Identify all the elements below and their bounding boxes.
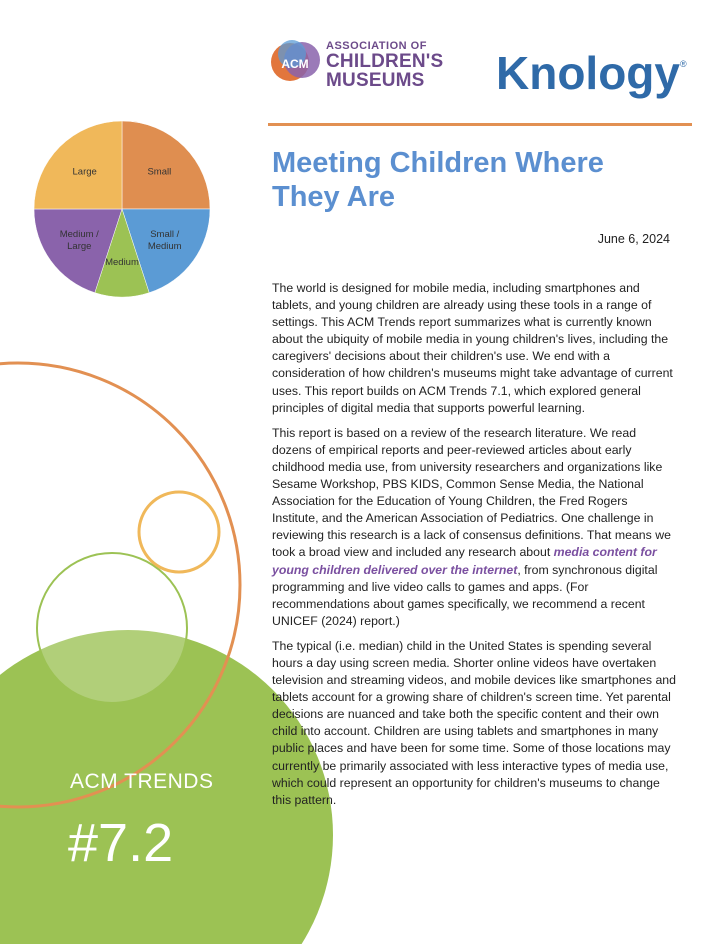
pie-slice-large (34, 121, 122, 209)
acm-logo-line1: ASSOCIATION OF (326, 40, 427, 52)
acm-logo-line2: CHILDREN'S (326, 51, 444, 72)
acm-logo-mark (270, 38, 322, 90)
registered-mark: ® (679, 59, 687, 69)
pie-label: Medium (105, 256, 139, 268)
report-date: June 6, 2024 (597, 232, 670, 246)
acm-abbr: ACM (281, 57, 309, 71)
pie-label: Medium / Large (59, 229, 99, 253)
page-title: Meeting Children Where They Are (272, 147, 604, 213)
paragraph-2-end: , from synchronous digital programming and live video calls to games and apps. (For recommendations about games specifically, we recommend a recent UNICEF (2024) report.) (272, 562, 658, 628)
acm-logo (270, 36, 460, 92)
body-text (272, 280, 676, 817)
pie-chart (34, 121, 210, 297)
trends-label: ACM TRENDS (70, 770, 214, 793)
header-divider (268, 123, 692, 126)
knology-logo (496, 34, 687, 103)
knology-logo-text: Knology (496, 47, 680, 99)
light-green-ring (37, 553, 187, 703)
pie-slice-small (122, 121, 210, 209)
paragraph-1: The world is designed for mobile media, including smartphones and tablets, and young children are already using these tools in a range of settings. This ACM Trends report summarizes what is currently known about the ubiquity of mobile media in young children's lives, including the caregivers' decisions about their children's use. We end with a consideration of how children's museums might take advantage of current uses. This report builds on ACM Trends 7.1, which explored general principles of digital media that supports powerful learning. (272, 281, 673, 415)
paragraph-2 (272, 425, 676, 630)
highlighted-phrase: media content for young children delivered over the internet (272, 545, 657, 577)
pie-label: Large (72, 166, 97, 178)
pie-label: Small / Medium (147, 229, 182, 253)
gold-ring (139, 492, 219, 572)
trends-number: #7.2 (68, 813, 174, 873)
paragraph-3: The typical (i.e. median) child in the United States is spending several hours a day using screen media. Shorter online videos have overtaken television and streaming videos, and mobile devices like smartphones and tablets account for a growing share of children's screen time. Yet parental decisions are nuanced and take both the specific content and their own child into account. Children are using tablets and smartphones in many public places and have been for some time. Some of those locations may currently be primarily associated with less interactive types of media use, which could represent an opportunity for children's museums to change this pattern. (272, 638, 676, 807)
paragraph-2-start: This report is based on a review of the research literature. We read dozens of empirical reports and peer-reviewed articles about early childhood media use, from university researchers and organizations like Sesame Workshop, PBS KIDS, Common Sense Media, the National Association for the Education of Young Children, the Fred Rogers Institute, and the American Association of Pediatrics. One challenge in reviewing this research is a lack of consensus definitions. That means we took a broad view and included any research about (272, 425, 671, 560)
acm-logo-line3: MUSEUMS (326, 70, 425, 91)
pie-label: Small (147, 166, 172, 178)
